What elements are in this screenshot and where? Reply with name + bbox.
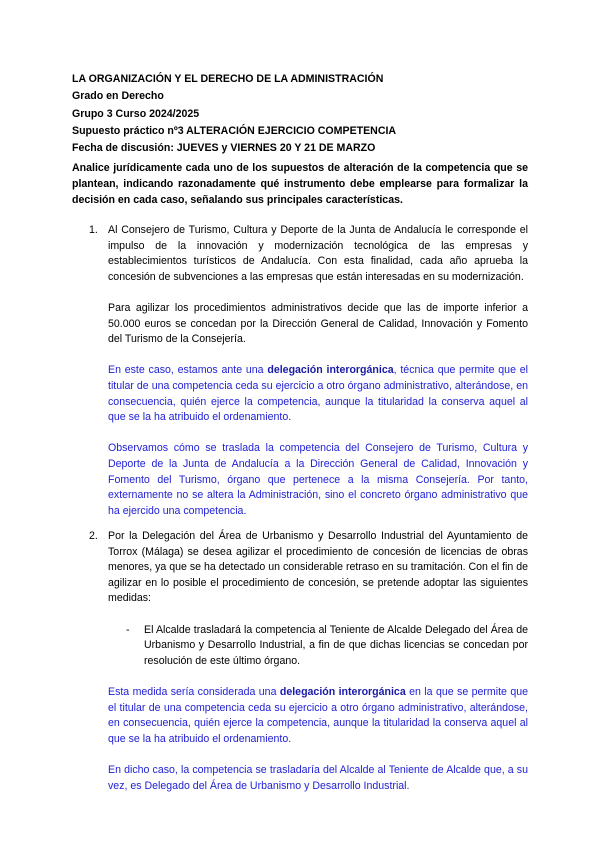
case-statement: Para agilizar los procedimientos administrativos decide que las de importe inferior a 50.000 euros se concedan por la Dirección General de Calidad, Innovación y Fomento del Turismo de la Consejería. [108,301,528,346]
measure-bullet [108,623,528,670]
course-title: LA ORGANIZACIÓN Y EL DERECHO DE LA ADMINISTRACIÓN [72,73,384,85]
answer-paragraph: Observamos cómo se traslada la competencia del Consejero de Turismo, Cultura y Deporte de la Junta de Andalucía a la Dirección General de Calidad, Innovación y Fomento del Turismo, órgano que pertenece a la misma Consejería. Por tanto, externamente no se altera la Administración, sino el concreto órgano administrativo que ha ejercido una competencia. [108,442,528,517]
case-number: 2. [89,530,98,542]
answer-paragraph: Esta medida sería considerada una delegación interorgánica en la que se permite que el titular de una competencia ceda su ejercicio a otro órgano administrativo, alterándose, en consecuencia, quién ejerce la competencia, aunque la titularidad la conserva aquel al que se la ha atribuido el ordenamiento. [108,685,528,745]
measure-text: El Alcalde trasladará la competencia al Teniente de Alcalde Delegado del Área de Urbanismo y Desarrollo Industrial, a fin de que dichas licencias se concedan por resolución de este último órgano. [144,623,528,667]
instructions: Analice jurídicamente cada uno de los supuestos de alteración de la competencia que se plantean, indicando razonadamente qué instrumento debe emplearse para formalizar la decisión en cada caso, señalando sus principales características. [72,162,528,207]
case-statement: Por la Delegación del Área de Urbanismo y Desarrollo Industrial del Ayuntamiento de Torrox (Málaga) se desea agilizar el procedimiento de concesión de licencias de obras menores, ya que se ha detectado un considerable retraso en su tramitación. Con el fin de agilizar en lo posible el procedimiento de concesión, se pretende adoptar las siguientes medidas: [108,530,528,605]
bullet-dash: - [126,623,130,636]
case-statement: Al Consejero de Turismo, Cultura y Deporte de la Junta de Andalucía le corresponde el impulso de la innovación y modernización tecnológica de las empresas y establecimientos turísticos de Andalucía. Con esta finalidad, cada año aprueba la concesión de subvenciones a las empresas que están interesadas en su modernización. [108,224,528,283]
key-term: delegación interorgánica [279,685,406,698]
document-header [72,71,532,157]
answer-paragraph: En este caso, estamos ante una delegación interorgánica, técnica que permite que el titular de una competencia ceda su ejercicio a otro órgano administrativo, alterándose, en consecuencia, quién ejerce la competencia, aunque la titularidad la conserva aquel al que se la ha atribuido el ordenamiento. [108,364,528,424]
answer-paragraph: En dicho caso, la competencia se trasladaría del Alcalde al Teniente de Alcalde que, a su vez, es Delegado del Área de Urbanismo y Desarrollo Industrial. [108,763,528,792]
discussion-date: Fecha de discusión: JUEVES y VIERNES 20 Y 21 DE MARZO [72,142,376,155]
assignment-title: Supuesto práctico nº3 ALTERACIÓN EJERCICIO COMPETENCIA [72,124,397,137]
group-line: Grupo 3 Curso 2024/2025 [72,107,200,120]
case-number: 1. [89,224,98,236]
degree-line: Grado en Derecho [72,90,164,103]
key-term: delegación interorgánica [267,364,394,377]
